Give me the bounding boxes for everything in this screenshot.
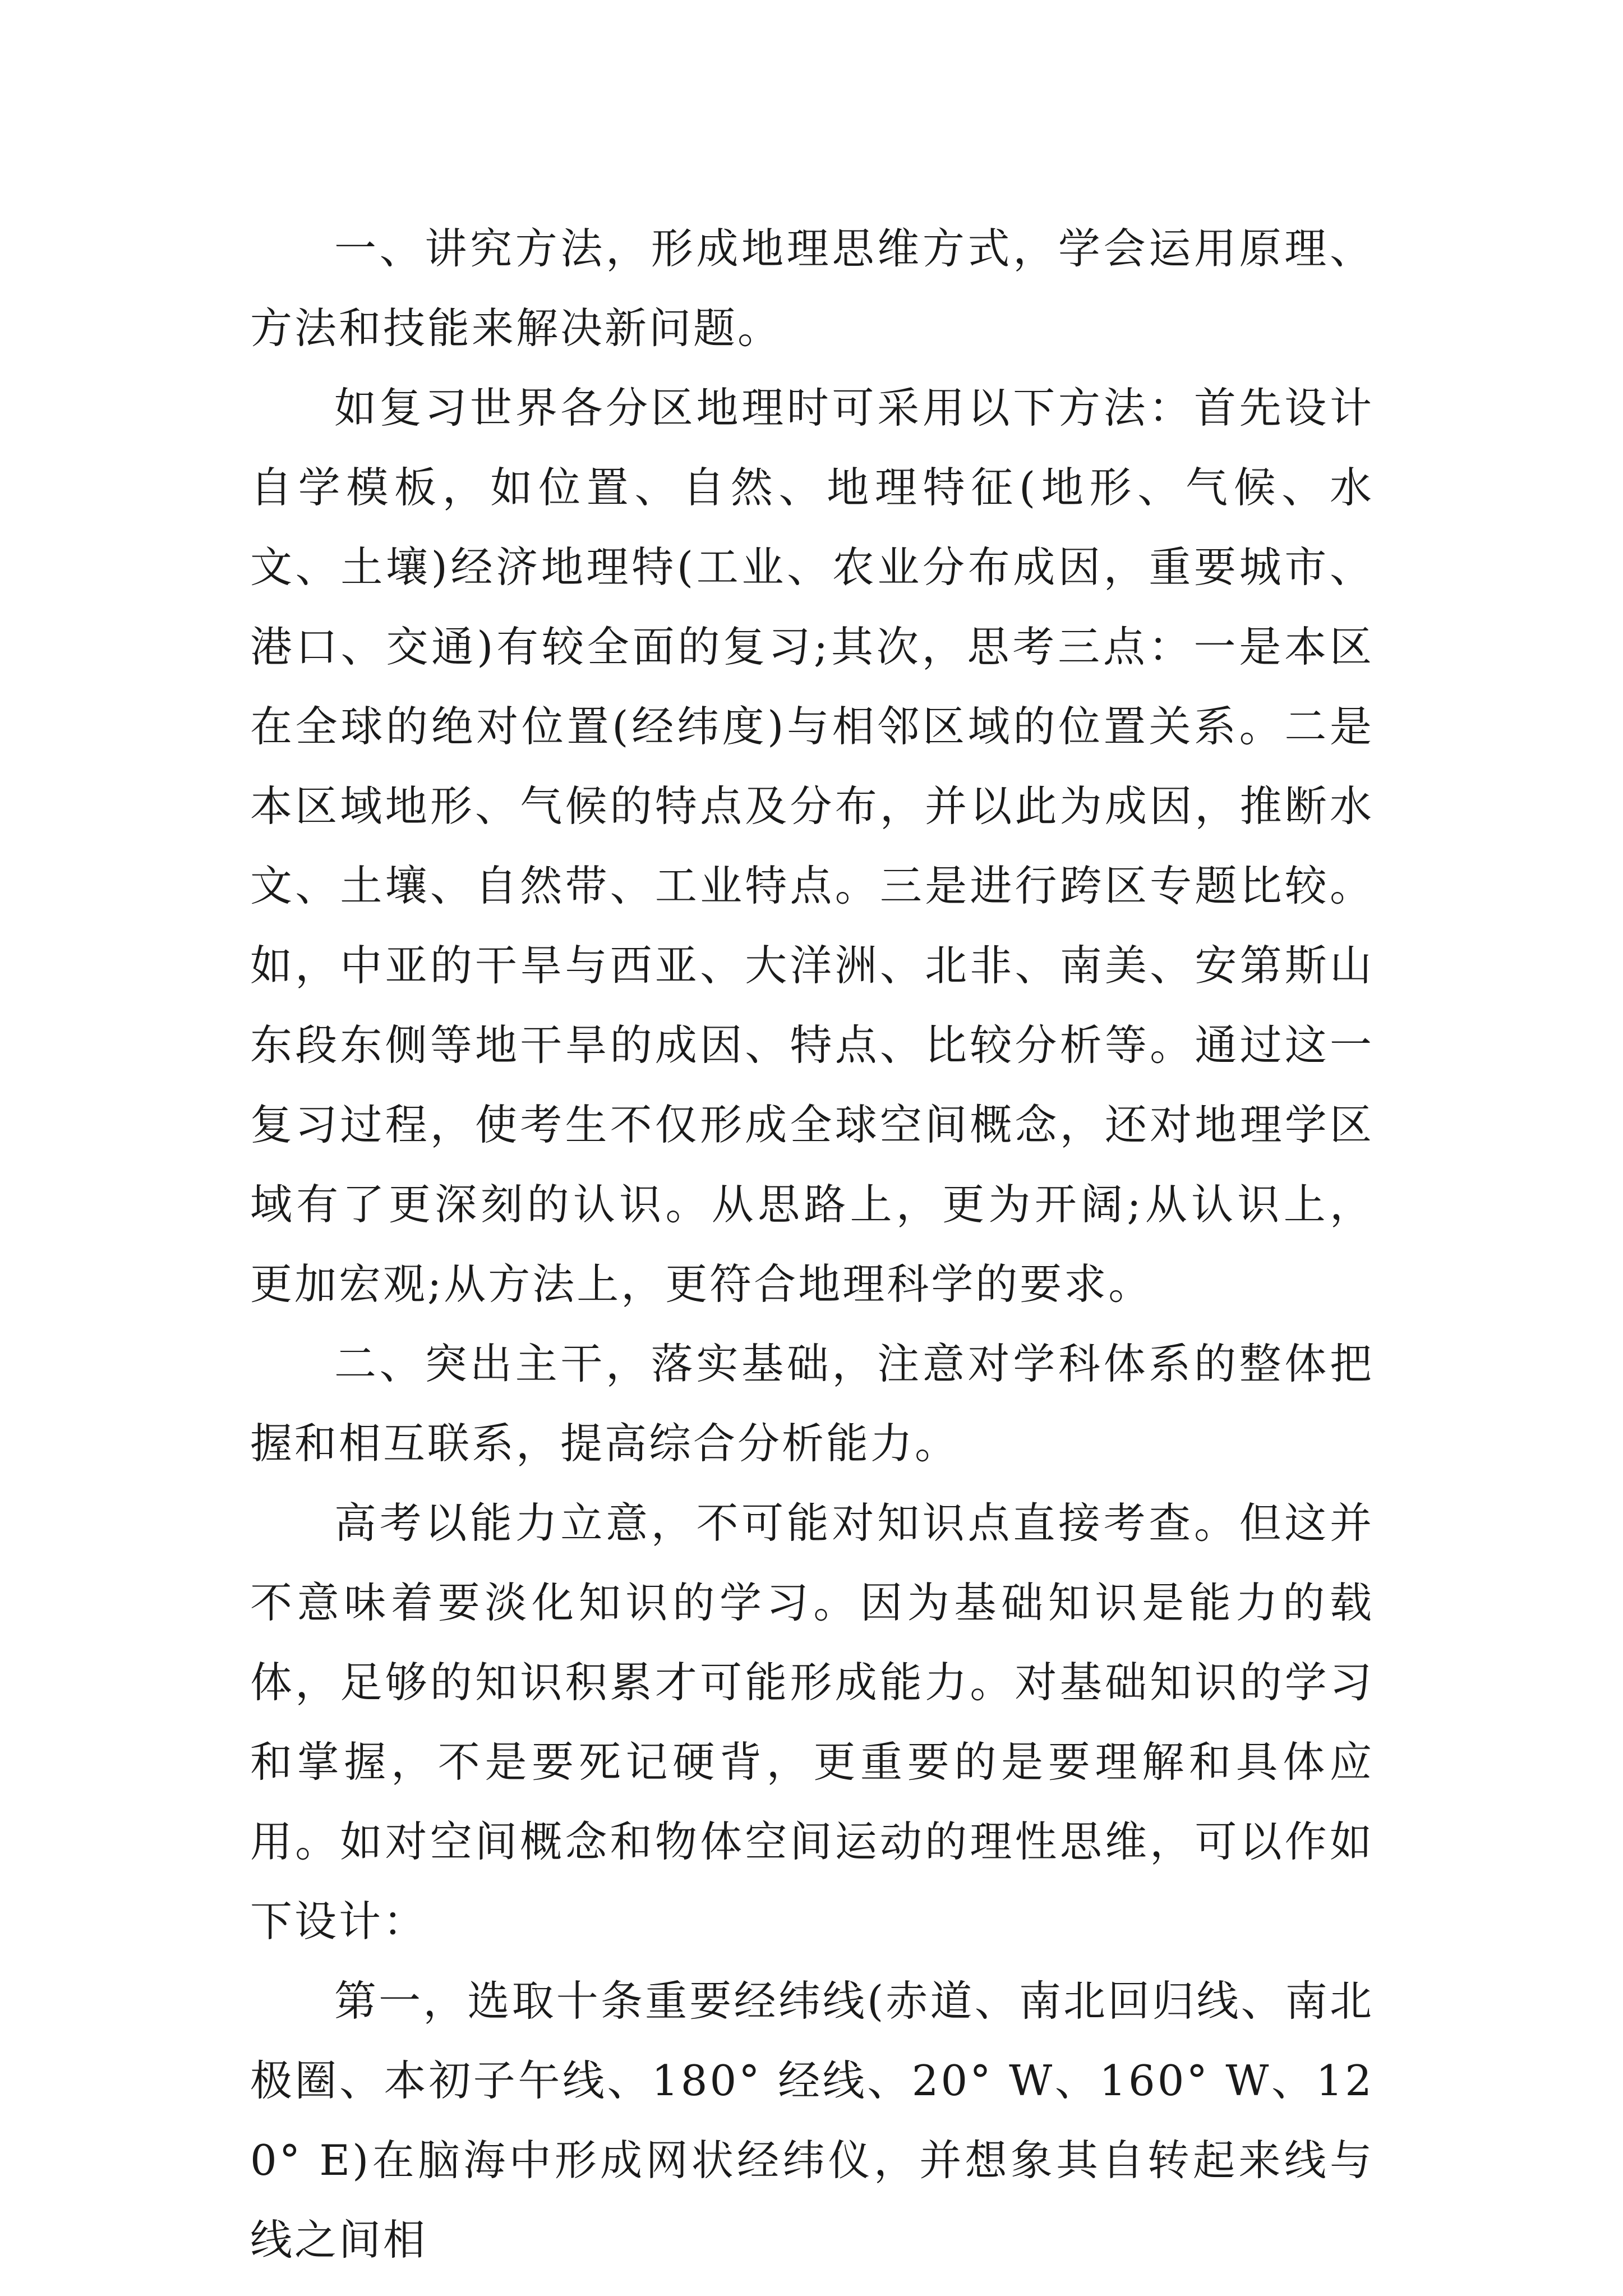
- paragraph-regional-review: 如复习世界各分区地理时可采用以下方法：首先设计自学模板，如位置、自然、地理特征(地形、气候、水文、土壤)经济地理特(工业、农业分布成因，重要城市、港口、交通)有较全面的复习;其次，思考三点：一是本区在全球的绝对位置(经纬度)与相邻区域的位置关系。二是本区域地形、气候的特点及分布，并以此为成因，推断水文、土壤、自然带、工业特点。三是进行跨区专题比较。如，中亚的干旱与西亚、大洋洲、北非、南美、安第斯山东段东侧等地干旱的成因、特点、比较分析等。通过这一复习过程，使考生不仅形成全球空间概念，还对地理学区域有了更深刻的认识。从思路上，更为开阔;从认识上，更加宏观;从方法上，更符合地理科学的要求。: [250, 383, 1374, 1309]
- paragraph-foundation-heading: 二、突出主干，落实基础，注意对学科体系的整体把握和相互联系，提高综合分析能力。: [250, 1339, 1374, 1468]
- paragraph-graticule-design: 第一，选取十条重要经纬线(赤道、南北回归线、南北极圈、本初子午线、180° 经线、20° W、160° W、120° E)在脑海中形成网状经纬仪，并想象其自转起来线与线之间相: [250, 1976, 1374, 2265]
- paragraph-exam-ability: 高考以能力立意，不可能对知识点直接考查。但这并不意味着要淡化知识的学习。因为基础知识是能力的载体，足够的知识积累才可能形成能力。对基础知识的学习和掌握，不是要死记硬背，更重要的是要理解和具体应用。如对空间概念和物体空间运动的理性思维，可以作如下设计：: [250, 1498, 1374, 1946]
- paragraph-method-heading: 一、讲究方法，形成地理思维方式，学会运用原理、方法和技能来解决新问题。: [250, 224, 1374, 353]
- document-body: [250, 209, 1374, 2280]
